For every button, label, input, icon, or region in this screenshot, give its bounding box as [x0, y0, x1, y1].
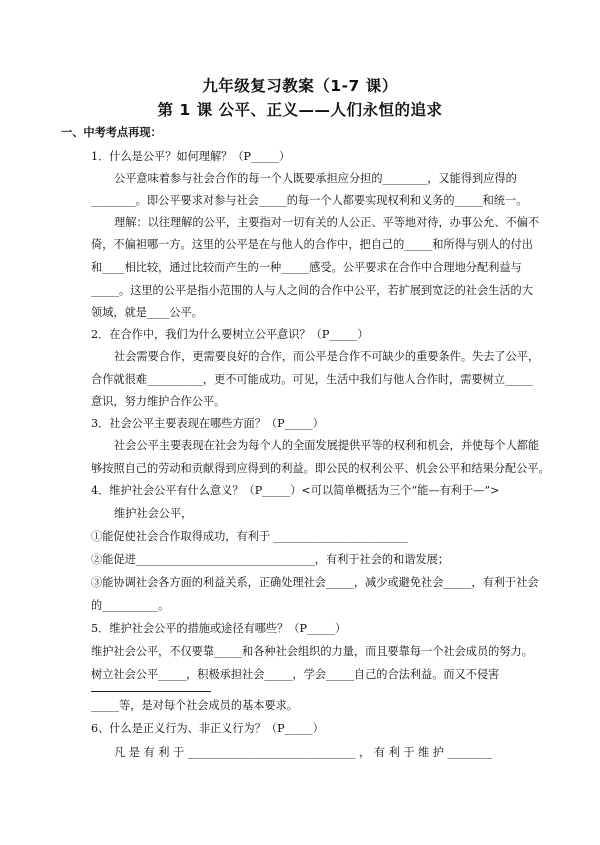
answer-1-line-6: _____。这里的公平是指小范围的人与人之间的合作中公平，若扩展到宽泛的社会生活的大	[91, 284, 533, 297]
answer-1-line-4: 倚，不偏袒哪一方。这里的公平是在与他人的合作中，把自己的_____和所得与别人的付出	[91, 238, 533, 251]
question-5: 5．维护社会公平的措施或途径有哪些？（P_____）	[91, 622, 347, 635]
doc-title: 九年级复习教案（1-7 课）	[202, 77, 398, 95]
question-1: 1．什么是公平？如何理解？（P_____）	[91, 150, 291, 163]
question-2: 2．在合作中，我们为什么要树立公平意识？（P_____）	[91, 328, 369, 341]
answer-2-line-2: 合作就很难__________，更不可能成功。可见，生活中我们与他人合作时，需要树立_____	[91, 373, 533, 386]
answer-5-line-1: 维护社会公平，不仅要靠_____和各种社会组织的力量，而且要靠每一个社会成员的努力。	[91, 645, 533, 658]
answer-1-line-3: 理解：以往理解的公平，主要指对一切有关的人公正、平等地对待，办事公允、不偏不	[114, 216, 540, 229]
lesson-title: 第 1 课 公平、正义——人们永恒的追求	[157, 101, 443, 119]
answer-4-item-3-cont: 的__________。	[91, 599, 170, 612]
section-heading: 一、中考考点再现：	[61, 126, 162, 139]
answer-1-line-1: 公平意味着参与社会合作的每一个人既要承担应分担的________，又能得到应得的	[114, 172, 517, 185]
answer-1-line-5: 和____相比较，通过比较而产生的一种_____感受。公平要求在合作中合理地分配利益与	[91, 261, 522, 274]
question-6: 6、什么是正义行为、非正义行为？（P_____）	[91, 722, 324, 735]
answer-4-intro: 维护社会公平，	[114, 507, 193, 520]
answer-6-line-1: 凡 是 有 利 于 ______________________________ ， 有 利 于 维 护 ________	[114, 746, 493, 759]
blank-underline	[91, 691, 211, 692]
answer-5-line-2: 树立社会公平_____，积极承担社会_____，学会_____自己的合法利益。而又不侵害	[91, 668, 500, 681]
answer-3-line-2: 够按照自己的劳动和贡献得到应得到的利益。即公民的权利公平、机会公平和结果分配公平。	[91, 462, 550, 475]
answer-3-line-1: 社会公平主要表现在社会为每个人的全面发展提供平等的权利和机会，并使每个人都能	[114, 439, 540, 452]
answer-1-line-2: ________。即公平要求对参与社会_____的每一个人都要实现权利和义务的_____和统一。	[91, 194, 528, 207]
answer-4-item-1: ①能促使社会合作取得成功，有利于 ________________________	[91, 530, 408, 543]
answer-5-line-3: _____等，是对每个社会成员的基本要求。	[91, 699, 298, 712]
answer-2-line-3: 意识，努力维护合作公平。	[91, 395, 226, 408]
answer-2-line-1: 社会需要合作，更需要良好的合作，而公平是合作不可缺少的重要条件。失去了公平，	[114, 350, 540, 363]
answer-1-line-7: 领域，就是____公平。	[91, 306, 203, 319]
answer-4-item-2: ②能促进________________________________，有利于社会的和谐发展；	[91, 553, 450, 566]
question-3: 3．社会公平主要表现在哪些方面？（P_____）	[91, 417, 324, 430]
question-4: 4．维护社会公平有什么意义？（P_____）<可以简单概括为三个“能—有利于—”>	[91, 484, 500, 497]
answer-4-item-3: ③能协调社会各方面的利益关系，正确处理社会_____，减少或避免社会_____，有利于社会	[91, 576, 539, 589]
